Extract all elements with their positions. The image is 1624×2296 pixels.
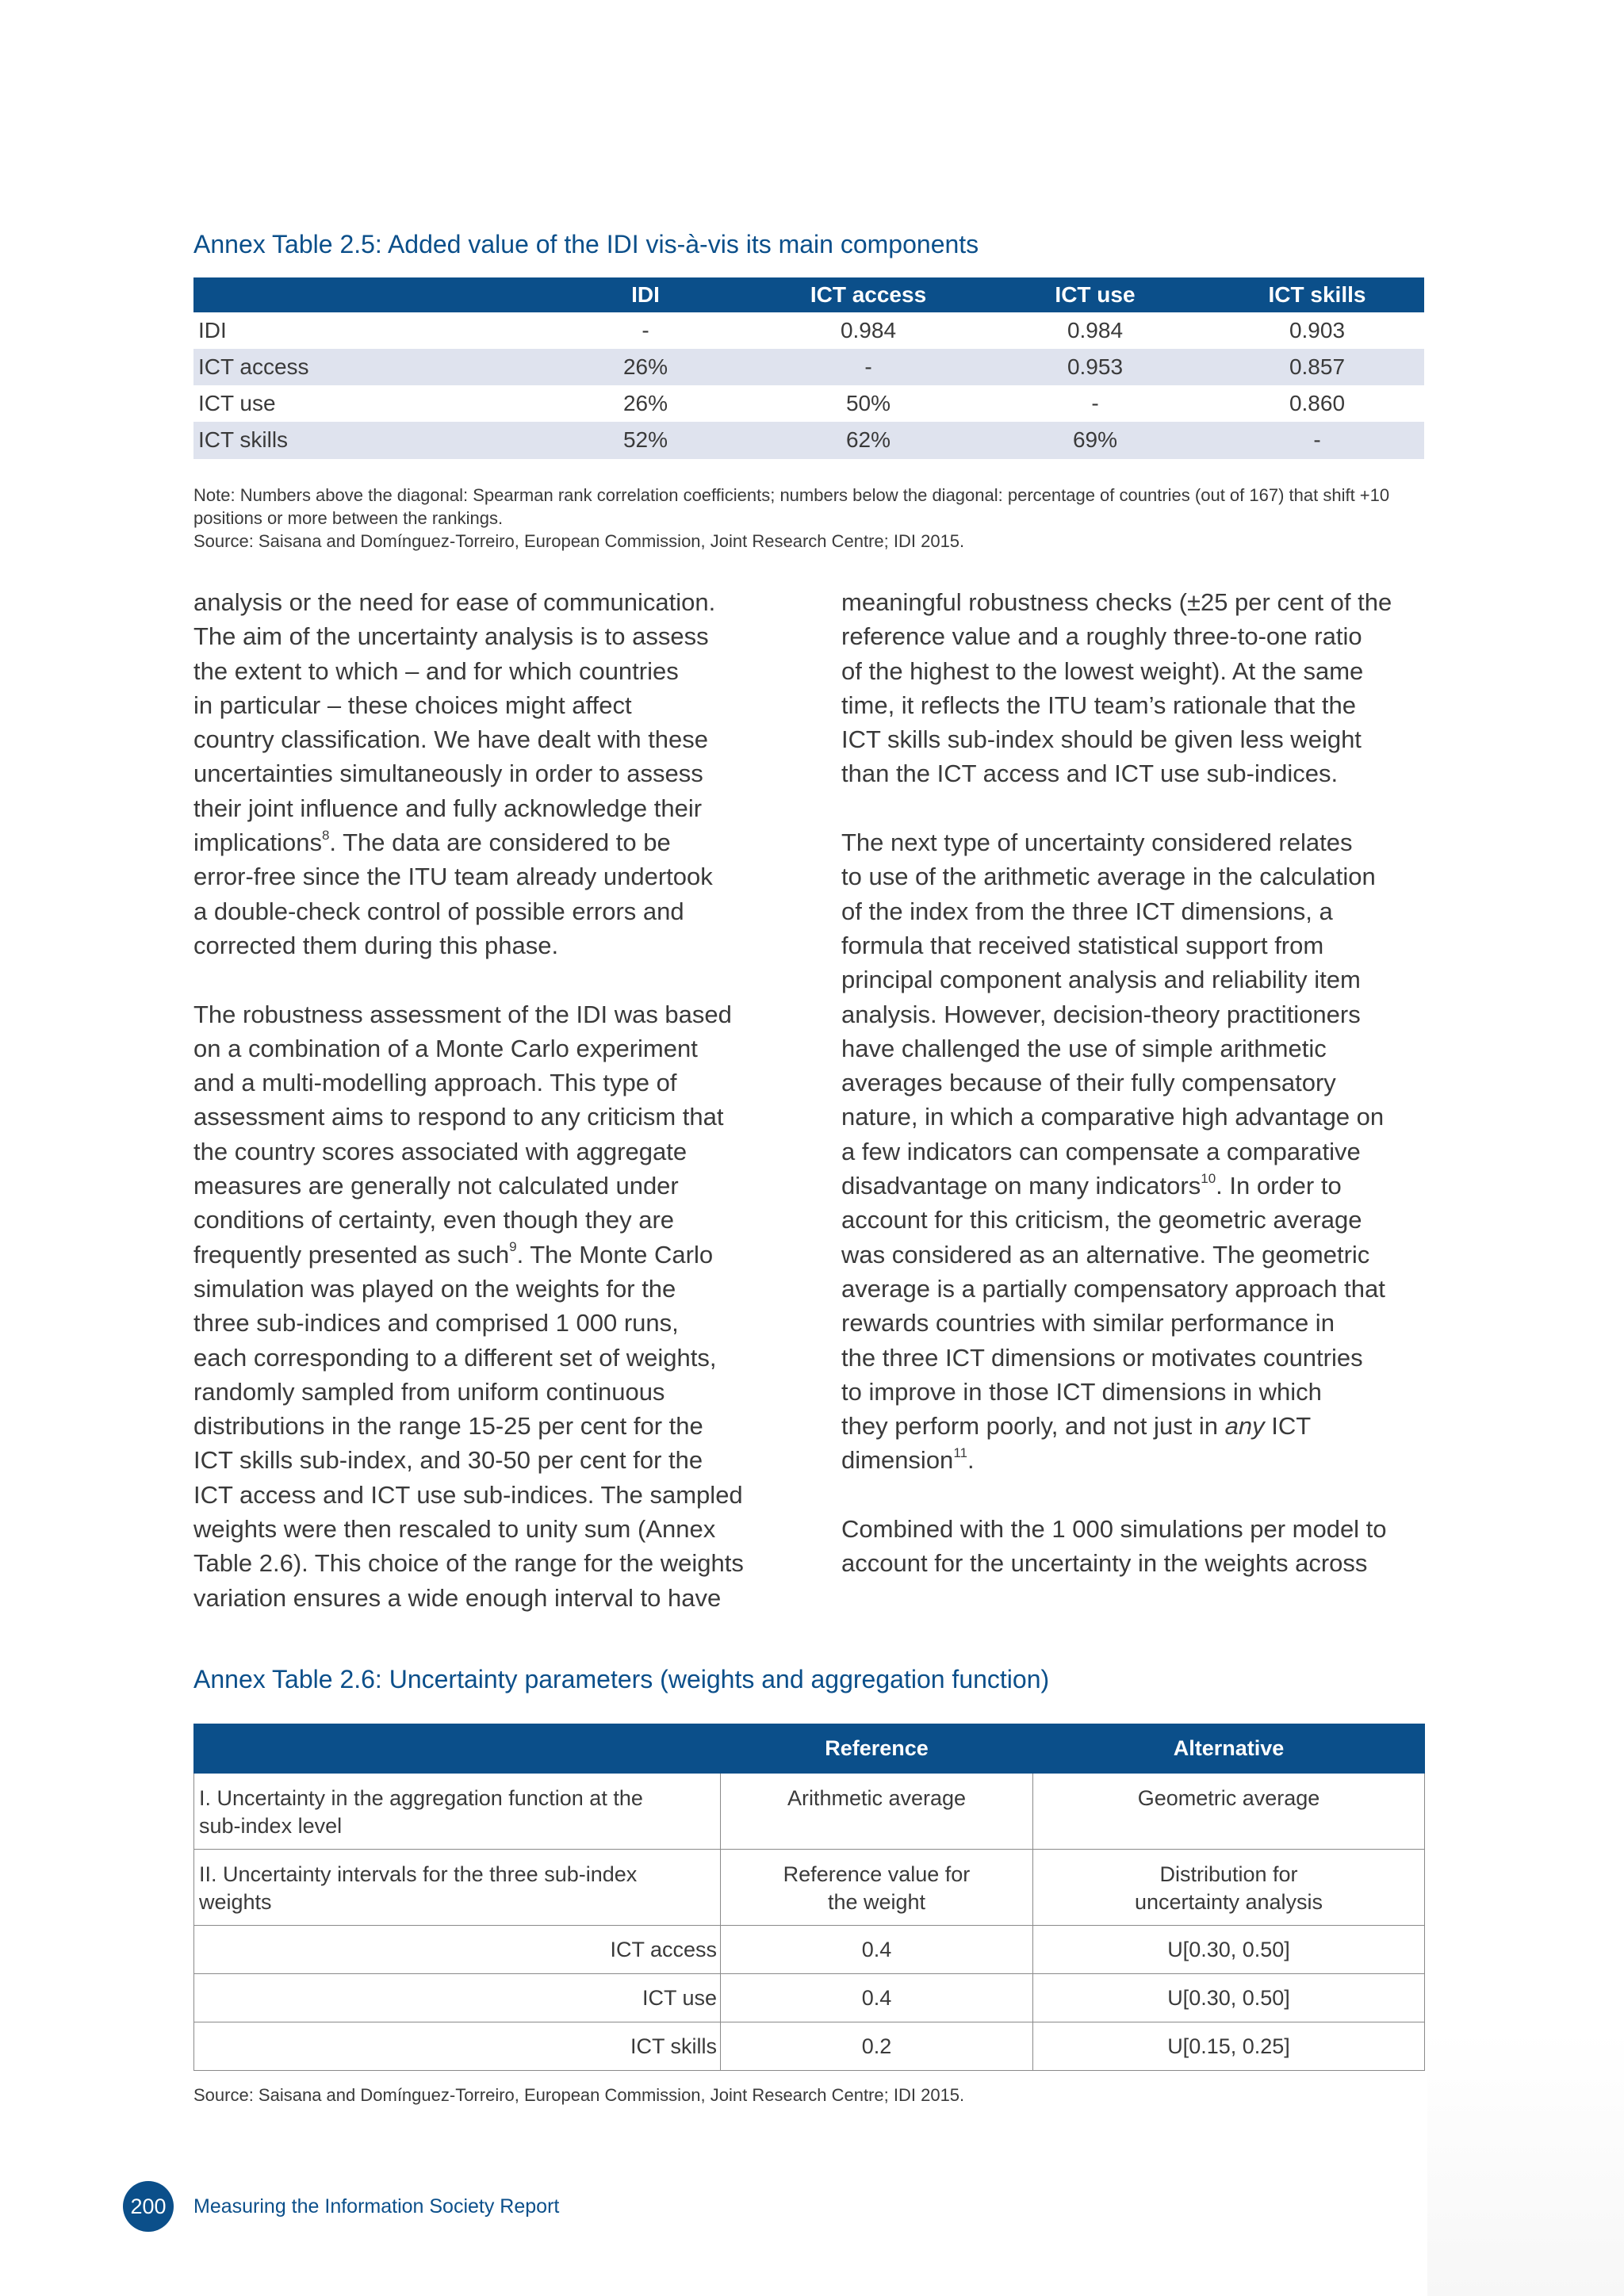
text-line: time, it reflects the ITU team’s rationale that the [841,691,1356,719]
table-header-cell [194,1724,721,1774]
table-header-cell [193,277,534,312]
table-header-cell: ICT access [756,277,980,312]
table-cell: - [756,349,980,385]
text-line: in particular – these choices might affect [193,691,632,719]
text-line: reference value and a roughly three-to-one ratio [841,622,1362,651]
text-line: and a multi-modelling approach. This type of [193,1069,677,1097]
text-line: three sub-indices and comprised 1 000 runs, [193,1309,679,1337]
text-line: Table 2.6). This choice of the range for the weights [193,1549,744,1578]
text-line: account for the uncertainty in the weights across [841,1549,1368,1578]
body-paragraph [841,585,1444,791]
table-cell: 0.903 [1289,318,1346,342]
table-header-cell: Reference [721,1724,1033,1774]
text-line: corrected them during this phase. [193,931,559,959]
table-cell: 69% [980,422,1210,459]
table-row [194,2022,1425,2071]
row-label: ICT skills [194,2022,721,2071]
reference-cell: Arithmetic average [721,1774,1033,1850]
text-line: than the ICT access and ICT use sub-indices. [841,760,1339,788]
text-line: on a combination of a Monte Carlo experiment [193,1034,698,1062]
table-row [193,385,1424,422]
text-line: nature, in which a comparative high advantage on [841,1103,1385,1131]
cell-line: uncertainty analysis [1134,1890,1323,1914]
text-line: account for this criticism, the geometric average [841,1206,1362,1234]
text-fragment: they perform poorly, and not just in [841,1412,1225,1441]
text-line: ICT skills sub-index should be given less weight [841,725,1362,754]
text-fragment: frequently presented as such [193,1240,510,1269]
text-fragment: implications [193,828,322,857]
reference-cell [721,1850,1033,1926]
table-cell: 0.984 [1067,318,1124,342]
text-line: The next type of uncertainty considered relates [841,828,1353,857]
footnote-ref[interactable]: 10 [1201,1170,1216,1186]
table-row [194,1774,1425,1850]
text-line: each corresponding to a different set of weights, [193,1343,717,1372]
table-2-6-source: Source: Saisana and Domínguez-Torreiro, European Commission, Joint Research Centre; IDI 2015. [193,2085,965,2105]
text-line: conditions of certainty, even though they are [193,1206,675,1234]
table-2-6 [193,1724,1425,2071]
table-2-5-caption: Annex Table 2.5: Added value of the IDI vis-à-vis its main components [193,230,979,258]
text-line: measures are generally not calculated under [193,1172,679,1200]
table-cell: 62% [756,422,980,459]
table-cell: - [642,318,649,342]
text-line: averages because of their fully compensatory [841,1069,1336,1097]
table-header-row [193,277,1424,312]
body-paragraph [193,997,796,1615]
body-paragraph [193,585,796,962]
table-cell: 50% [845,391,891,415]
table-row [194,1926,1425,1974]
text-line: of the index from the three ICT dimensions, a [841,897,1333,925]
text-fragment: ICT [1264,1412,1312,1441]
footnote-ref[interactable]: 11 [953,1445,967,1461]
text-line: uncertainties simultaneously in order to assess [193,760,703,788]
text-fragment: . In order to [1216,1172,1342,1200]
table-cell: - [1210,422,1424,459]
text-line: their joint influence and fully acknowledge their [193,794,703,822]
row-label: ICT access [193,349,534,385]
table-cell: 0.4 [721,1974,1033,2022]
text-line: of the highest to the lowest weight). At the same [841,656,1364,685]
table-row [193,422,1424,459]
text-line: was considered as an alternative. The geometric [841,1240,1370,1269]
label-line: weights [199,1890,272,1914]
table-cell: 0.984 [840,318,897,342]
table-cell: 52% [534,422,756,459]
table-2-6-caption: Annex Table 2.6: Uncertainty parameters (weights and aggregation function) [193,1665,1050,1693]
table-header-cell: ICT use [980,277,1210,312]
text-line: simulation was played on the weights for the [193,1274,676,1303]
label-line: II. Uncertainty intervals for the three sub-index [199,1862,638,1886]
text-line: meaningful robustness checks (±25 per cent of the [841,588,1392,616]
text-line: The robustness assessment of the IDI was based [193,1000,732,1028]
text-line: The aim of the uncertainty analysis is to assess [193,622,709,651]
page-number-badge: 200 [123,2181,174,2232]
text-line: formula that received statistical support from [841,931,1324,959]
text-fragment: . [967,1446,975,1475]
label-line: sub-index level [199,1814,343,1838]
table-row [193,349,1424,385]
running-title: Measuring the Information Society Report [193,2195,560,2218]
text-line: assessment aims to respond to any criticism that [193,1103,724,1131]
body-paragraph [841,1512,1444,1581]
table-cell: 26% [534,349,756,385]
table-cell: U[0.30, 0.50] [1033,1974,1425,2022]
text-line [841,1169,1444,1203]
text-line: a few indicators can compensate a comparative [841,1137,1361,1165]
table-cell: 0.4 [721,1926,1033,1974]
table-row [194,1974,1425,2022]
table-2-5 [193,277,1424,459]
row-label: IDI [198,318,227,342]
table-cell: 0.860 [1289,391,1346,415]
table-header-cell: Alternative [1033,1724,1425,1774]
text-line: randomly sampled from uniform continuous [193,1377,665,1406]
alternative-cell: Geometric average [1033,1774,1425,1850]
cell-line: the weight [827,1890,926,1914]
table-source: Source: Saisana and Domínguez-Torreiro, European Commission, Joint Research Centre; IDI 2015. [193,531,965,551]
text-fragment: . The data are considered to be [329,828,671,857]
row-label [194,1850,721,1926]
text-line: analysis or the need for ease of communication. [193,588,716,616]
text-line: error-free since the ITU team already undertook [193,863,713,891]
table-header-row [194,1724,1425,1774]
text-line: principal component analysis and reliability item [841,966,1361,994]
text-line: average is a partially compensatory approach that [841,1274,1385,1303]
table-row [194,1850,1425,1926]
row-label: ICT use [194,1974,721,2022]
text-line [841,1409,1444,1443]
table-cell: 0.953 [980,349,1210,385]
row-label: ICT use [198,391,276,415]
label-line: I. Uncertainty in the aggregation function at the [199,1786,643,1810]
table-note: Note: Numbers above the diagonal: Spearman rank correlation coefficients; numbers below the diagonal: percentage of countries (out of 167) that shift +10 positions or more between the rankings. [193,485,1390,528]
text-line: distributions in the range 15-25 per cent for the [193,1412,703,1441]
table-cell: - [1091,391,1099,415]
alternative-cell [1033,1850,1425,1926]
table-2-5-notes [193,484,1431,553]
table-header-cell: IDI [534,277,756,312]
row-label: ICT access [194,1926,721,1974]
table-cell: 26% [622,391,668,415]
table-header-cell: ICT skills [1210,277,1424,312]
text-fragment: dimension [841,1446,954,1475]
footnote-ref[interactable]: 8 [321,827,330,843]
text-line: ICT access and ICT use sub-indices. The sampled [193,1480,743,1509]
page-corner-shade [1427,2030,1624,2296]
text-line: variation ensures a wide enough interval to have [193,1583,722,1612]
table-cell: 0.2 [721,2022,1033,2071]
text-fragment: . The Monte Carlo [516,1240,714,1269]
text-line: weights were then rescaled to unity sum (Annex [193,1515,716,1544]
text-line: ICT skills sub-index, and 30-50 per cent for the [193,1446,703,1475]
text-line [841,1443,1444,1477]
text-line [193,825,796,859]
table-cell: U[0.15, 0.25] [1033,2022,1425,2071]
text-line [193,1238,796,1272]
row-label: ICT skills [193,422,534,459]
text-line: to use of the arithmetic average in the calculation [841,863,1376,891]
text-line: have challenged the use of simple arithmetic [841,1034,1327,1062]
table-cell: U[0.30, 0.50] [1033,1926,1425,1974]
table-row [193,312,1424,349]
cell-line: Distribution for [1159,1862,1298,1886]
text-line: a double-check control of possible errors and [193,897,684,925]
text-line: analysis. However, decision-theory practitioners [841,1000,1361,1028]
cell-line: Reference value for [783,1862,971,1886]
text-line: rewards countries with similar performance in [841,1309,1335,1337]
body-paragraph [841,825,1444,1478]
row-label [194,1774,721,1850]
text-line: the extent to which – and for which countries [193,656,679,685]
text-line: Combined with the 1 000 simulations per model to [841,1515,1387,1544]
body-right-column [841,585,1444,1615]
text-line: the country scores associated with aggregate [193,1137,688,1165]
text-line: the three ICT dimensions or motivates countries [841,1343,1363,1372]
text-line: to improve in those ICT dimensions in which [841,1377,1322,1406]
footnote-ref[interactable]: 9 [509,1239,517,1255]
emphasis-text: any [1224,1412,1265,1441]
text-line: country classification. We have dealt with these [193,725,709,754]
body-left-column [193,585,796,1649]
text-fragment: disadvantage on many indicators [841,1172,1201,1200]
table-cell: 0.857 [1210,349,1424,385]
